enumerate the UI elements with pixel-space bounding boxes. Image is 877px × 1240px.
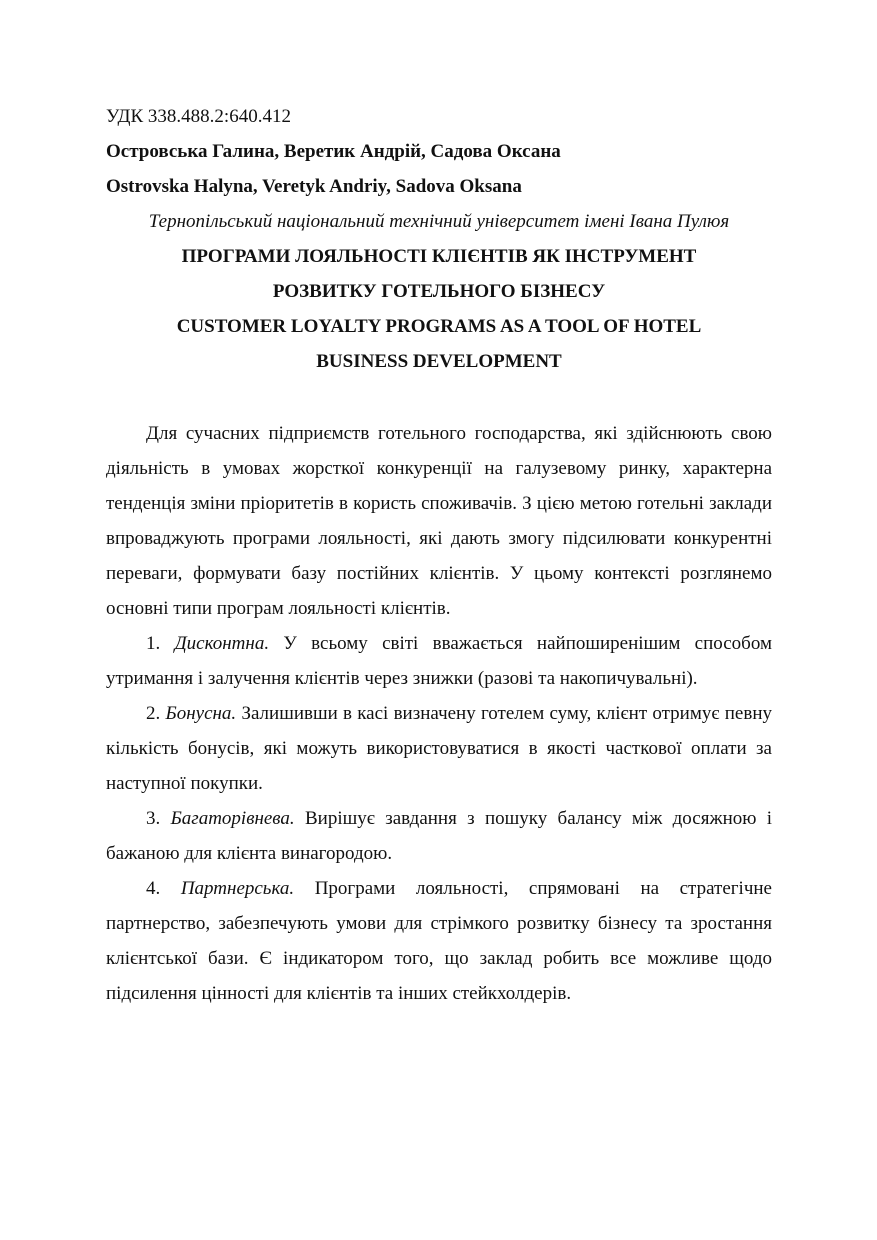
item-number: 2. <box>146 703 161 724</box>
item-text: Вирішує завдання з пошуку балансу між досяжною і бажаною для клієнта винагородою. <box>106 808 773 864</box>
item-name: Дисконтна. <box>174 633 270 654</box>
authors-english: Ostrovska Halyna, Veretyk Andriy, Sadova Oksana <box>106 176 522 197</box>
paper-title-ukrainian <box>106 239 772 309</box>
intro-paragraph: Для сучасних підприємств готельного господарства, які здійснюють свою діяльність в умовах жорсткої конкуренції на галузевому ринку, характерна тенденція зміни пріоритетів в користь споживачів. З цією метою готельні заклади впроваджують програми лояльності, які дають змогу підсилювати конкурентні переваги, формувати базу постійних клієнтів. У цьому контексті розглянемо основні типи програм лояльності клієнтів. <box>106 423 772 619</box>
affiliation: Тернопільський національний технічний університет імені Івана Пулюя <box>148 211 730 232</box>
item-text: У всьому світі вважається найпоширенішим способом утримання і залучення клієнтів через знижки (разові та накопичувальні). <box>106 633 773 689</box>
body-text <box>106 416 772 1011</box>
title-en-line-2: BUSINESS DEVELOPMENT <box>316 351 562 372</box>
paper-title-english <box>106 309 772 379</box>
item-number: 3. <box>146 808 161 829</box>
item-text: Залишивши в касі визначену готелем суму, клієнт отримує певну кількість бонусів, які можуть використовуватися в якості часткової оплати за наступної покупки. <box>106 703 772 794</box>
title-uk-line-1: ПРОГРАМИ ЛОЯЛЬНОСТІ КЛІЄНТІВ ЯК ІНСТРУМЕНТ <box>181 246 697 267</box>
paper-page <box>106 99 772 1011</box>
list-item <box>106 871 772 1011</box>
udk-code: УДК 338.488.2:640.412 <box>106 106 291 127</box>
item-text: Програми лояльності, спрямовані на стратегічне партнерство, забезпечують умови для стрімкого розвитку бізнесу та зростання клієнтської бази. Є індикатором того, що заклад робить все можливе щодо підсилення цінності для клієнтів та інших стейкхолдерів. <box>106 878 772 1004</box>
item-number: 1. <box>146 633 161 654</box>
item-name: Багаторівнева. <box>170 808 295 829</box>
title-uk-line-2: РОЗВИТКУ ГОТЕЛЬНОГО БІЗНЕСУ <box>272 281 606 302</box>
list-item <box>106 626 772 696</box>
list-item <box>106 801 772 871</box>
item-number: 4. <box>146 878 161 899</box>
item-name: Партнерська. <box>180 878 295 899</box>
item-name: Бонусна. <box>165 703 237 724</box>
list-item <box>106 696 772 801</box>
title-en-line-1: CUSTOMER LOYALTY PROGRAMS AS A TOOL OF HOTEL <box>176 316 702 337</box>
authors-ukrainian: Островська Галина, Веретик Андрій, Садова Оксана <box>106 141 561 162</box>
